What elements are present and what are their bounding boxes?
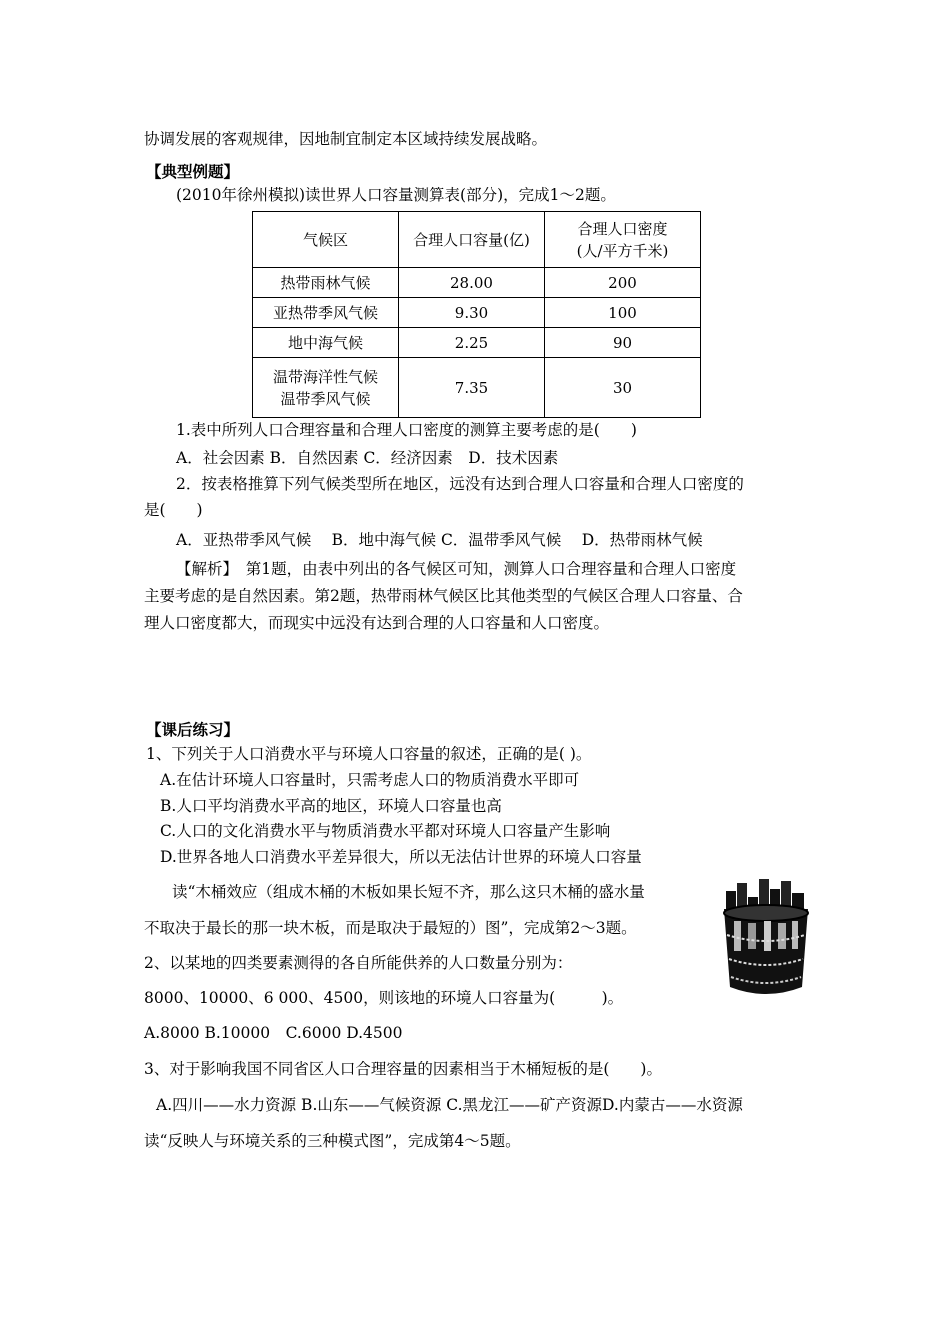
table-header-row — [253, 212, 701, 268]
cell-capacity: 2.25 — [399, 328, 545, 358]
header-capacity: 合理人口容量(亿) — [399, 212, 545, 268]
practice-q1-c: C.人口的文化消费水平与物质消费水平都对环境人口容量产生影响 — [160, 822, 611, 840]
cell-capacity: 28.00 — [399, 268, 545, 298]
cell-zone-line2: 温带季风气候 — [280, 389, 371, 408]
practice-q3-options: A.四川——水力资源 B.山东——气候资源 C.黑龙江——矿产资源D.内蒙古——水资源 — [156, 1096, 743, 1114]
practice-q1-d: D.世界各地人口消费水平差异很大，所以无法估计世界的环境人口容量 — [160, 848, 642, 866]
header-density-line2: (人/平方千米) — [576, 241, 669, 260]
analysis-line2: 主要考虑的是自然因素。第2题，热带雨林气候区比其他类型的气候区合理人口容量、合 — [144, 587, 743, 605]
cell-zone: 热带雨林气候 — [253, 268, 399, 298]
practice-q2-line1: 2、以某地的四类要素测得的各自所能供养的人口数量分别为： — [144, 954, 573, 972]
cell-capacity: 9.30 — [399, 298, 545, 328]
example-intro: (2010年徐州模拟)读世界人口容量测算表(部分)，完成1～2题。 — [176, 186, 616, 204]
example-q2-options: A．亚热带季风气候 B．地中海气候 C．温带季风气候 D．热带雨林气候 — [176, 531, 703, 549]
table-row — [253, 268, 701, 298]
cell-zone: 亚热带季风气候 — [253, 298, 399, 328]
cell-density: 90 — [545, 328, 701, 358]
read1-line2: 不取决于最长的那一块木板，而是取决于最短的）图”，完成第2～3题。 — [144, 919, 637, 937]
read2-line: 读“反映人与环境关系的三种模式图”，完成第4～5题。 — [144, 1132, 521, 1150]
cell-zone-line1: 温带海洋性气候 — [272, 367, 378, 386]
table-row — [253, 358, 701, 418]
bucket-plank-highlight — [734, 921, 741, 951]
wooden-bucket-image — [718, 877, 814, 999]
practice-q1-a: A.在估计环境人口容量时，只需考虑人口的物质消费水平即可 — [160, 771, 580, 789]
top-line: 协调发展的客观规律，因地制宜制定本区域持续发展战略。 — [144, 130, 548, 148]
population-capacity-table — [252, 211, 701, 418]
cell-density: 30 — [545, 358, 701, 418]
cell-density: 100 — [545, 298, 701, 328]
cell-zone — [253, 358, 399, 418]
header-density — [545, 212, 701, 268]
header-density-line1: 合理人口密度 — [577, 219, 668, 238]
table-row — [253, 298, 701, 328]
cell-capacity: 7.35 — [399, 358, 545, 418]
practice-q1-b: B.人口平均消费水平高的地区，环境人口容量也高 — [160, 797, 502, 815]
bucket-plank-highlight — [748, 923, 756, 949]
table-row — [253, 328, 701, 358]
example-q2-line2: 是( ) — [144, 501, 203, 519]
bucket-plank-highlight — [764, 921, 771, 951]
practice-q1: 1、下列关于人口消费水平与环境人口容量的叙述，正确的是( )。 — [146, 745, 592, 763]
cell-zone: 地中海气候 — [253, 328, 399, 358]
analysis-line3: 理人口密度都大，而现实中远没有达到合理的人口容量和人口密度。 — [144, 614, 610, 632]
analysis-line1: 【解析】 第1题，由表中列出的各气候区可知，测算人口合理容量和合理人口密度 — [176, 560, 737, 578]
header-zone: 气候区 — [253, 212, 399, 268]
read1-line1: 读“木桶效应（组成木桶的木板如果长短不齐，那么这只木桶的盛水量 — [172, 883, 645, 901]
practice-q2-options: A.8000 B.10000 C.6000 D.4500 — [144, 1024, 403, 1042]
bucket-plank-highlight — [778, 923, 786, 949]
cell-density: 200 — [545, 268, 701, 298]
example-q1-options: A．社会因素 B．自然因素 C．经济因素 D．技术因素 — [176, 449, 559, 467]
example-q2-line1: 2．按表格推算下列气候类型所在地区，远没有达到合理人口容量和合理人口密度的 — [176, 475, 744, 493]
practice-heading: 【课后练习】 — [146, 720, 240, 739]
example-q1: 1.表中所列人口合理容量和合理人口密度的测算主要考虑的是( ) — [176, 421, 637, 439]
example-heading: 【典型例题】 — [146, 162, 240, 181]
practice-q2-line2: 8000、10000、6 000、4500，则该地的环境人口容量为( )。 — [144, 989, 624, 1007]
bucket-plank-highlight — [792, 921, 798, 949]
bucket-rim — [724, 905, 808, 921]
practice-q3: 3、对于影响我国不同省区人口合理容量的因素相当于木桶短板的是( )。 — [144, 1060, 662, 1078]
